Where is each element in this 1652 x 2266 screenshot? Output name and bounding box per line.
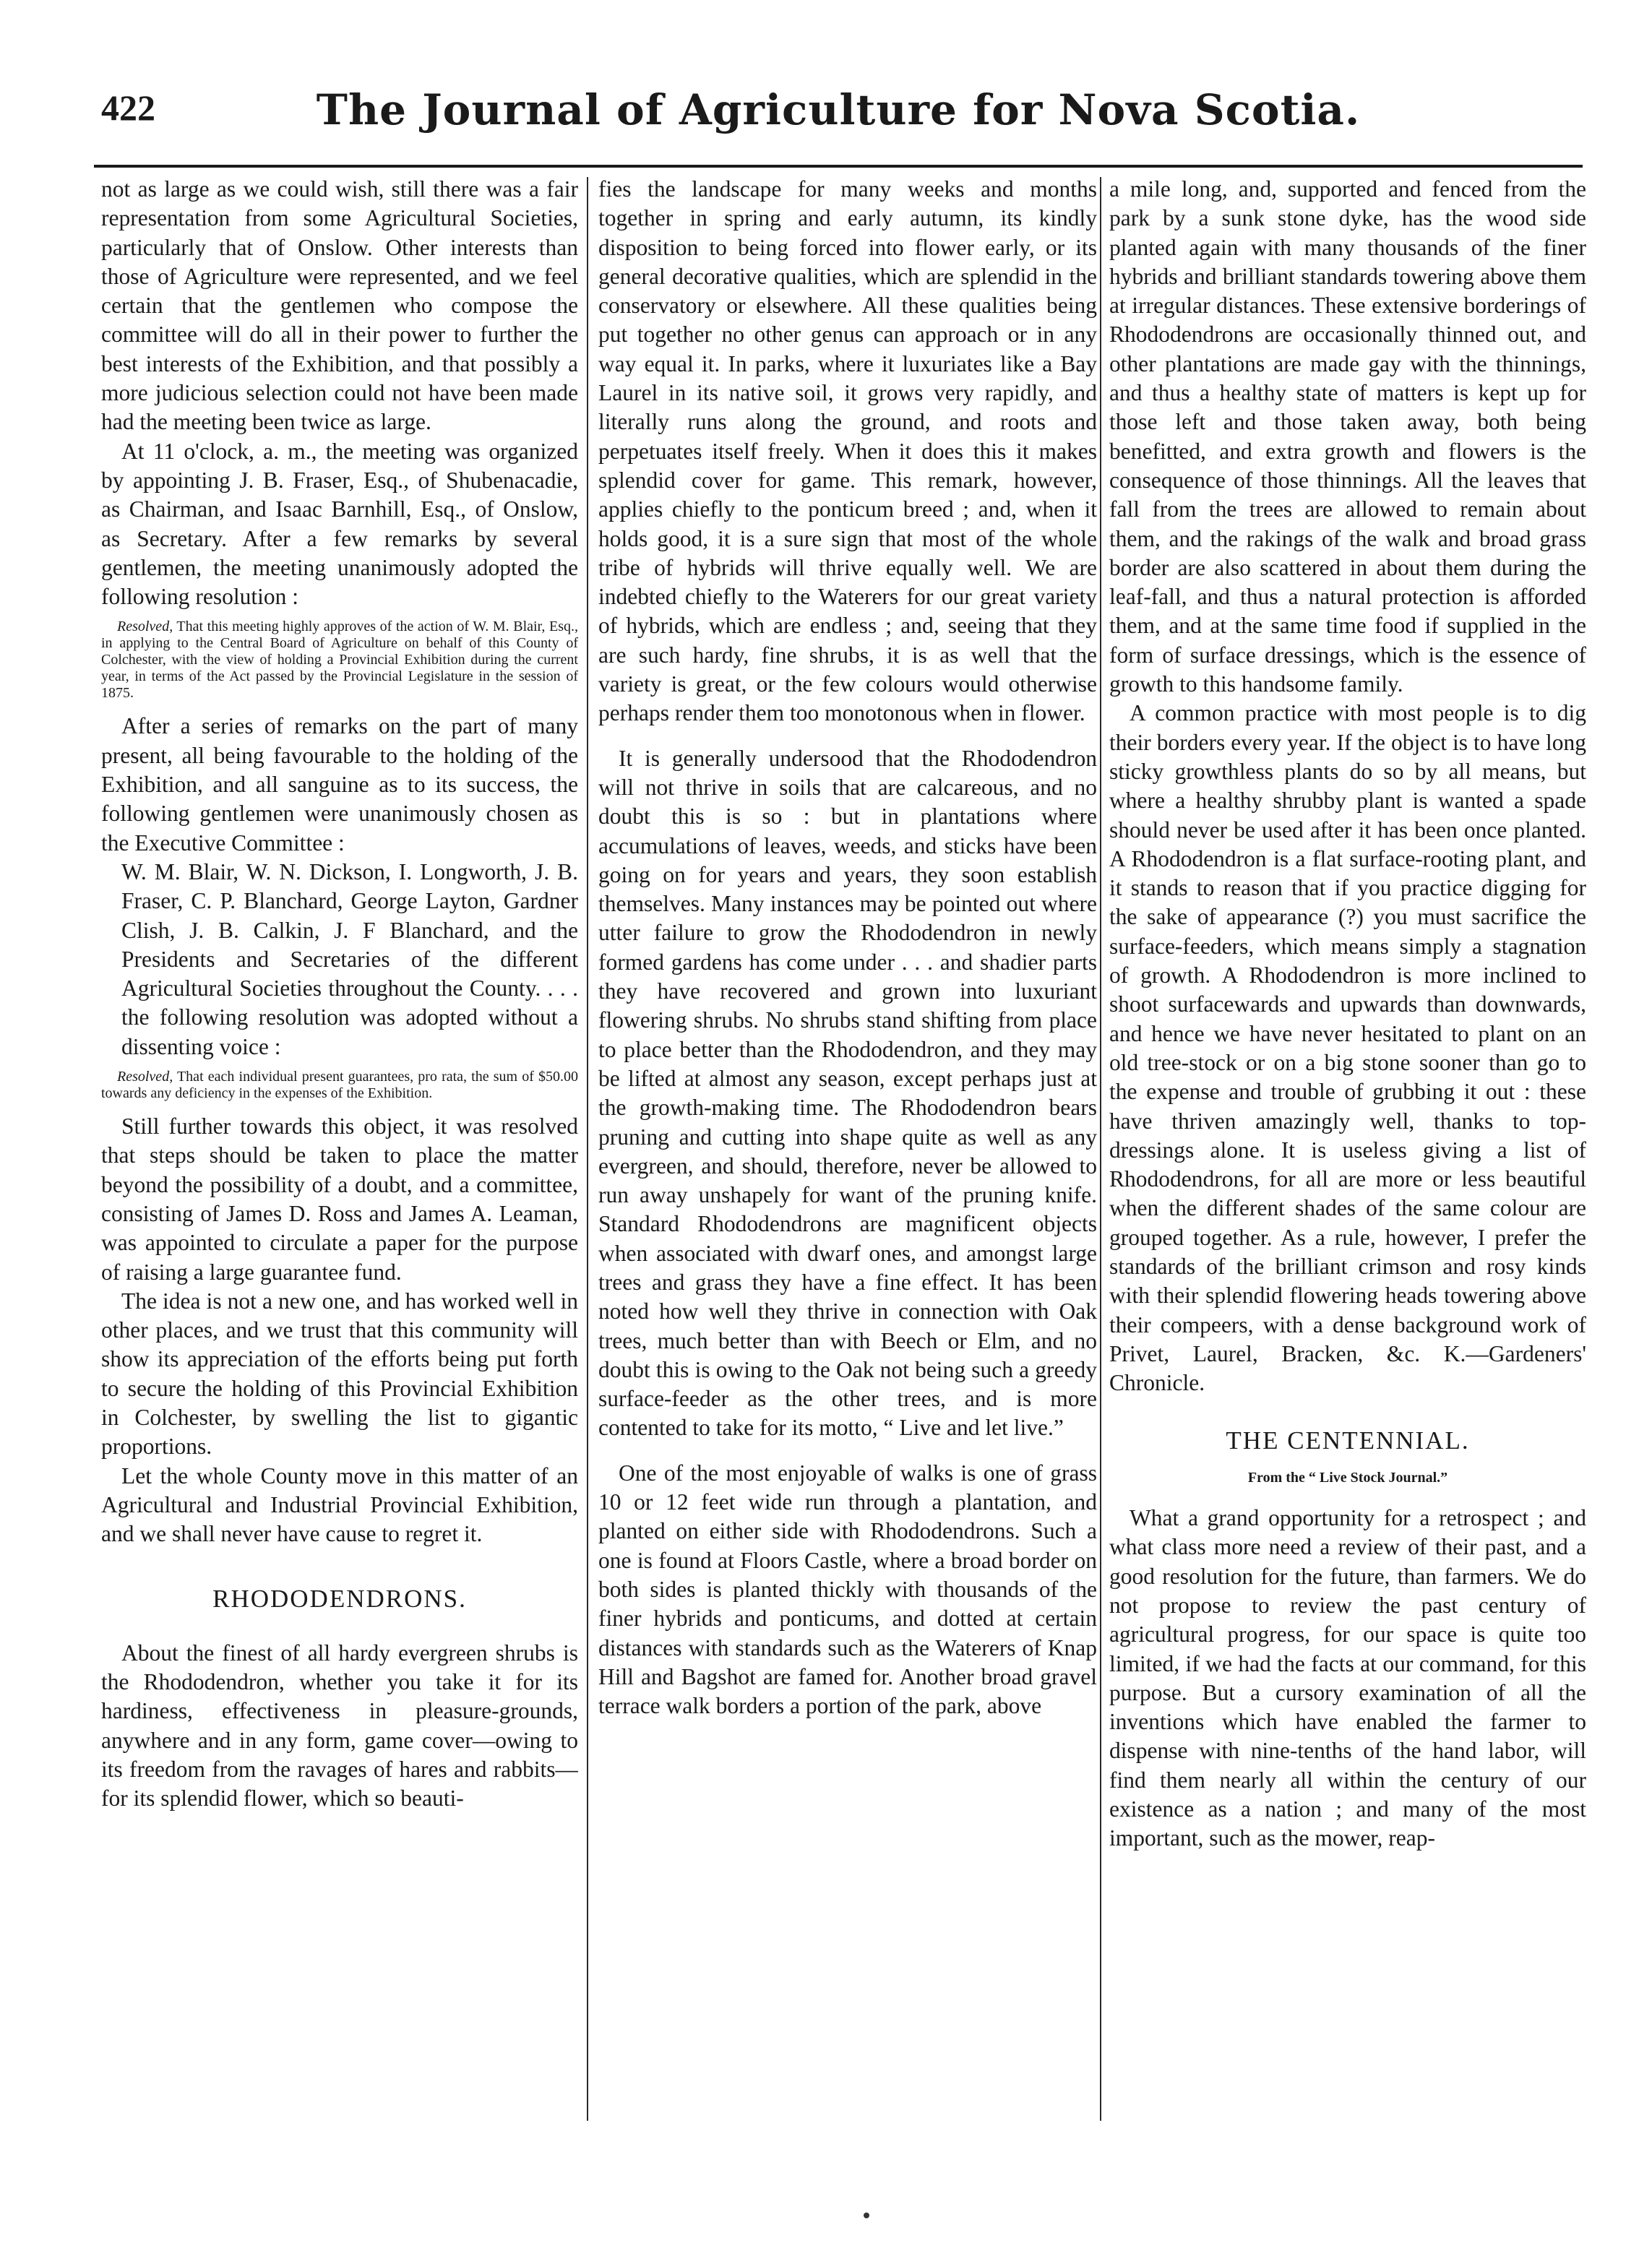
page-mark [864, 2213, 869, 2218]
header-rule [94, 165, 1583, 172]
paragraph: About the finest of all hardy evergreen shrubs is the Rhododendron, whether you take it for its hardiness, effectiveness in pleasure-grounds, anywhere and in any form, game cover—owing to its freedom from the ravages of hares and rabbits—for its splendid flower, which so beauti- [101, 1640, 578, 1811]
column-divider [1100, 177, 1101, 2121]
resolution-label: Resolved, [117, 1069, 173, 1085]
paragraph: What a grand opportunity for a retrospect ; and what class more need a review of their past, and a good resolution for the future, than farmers. We do not propose to review the past century of agricultural progress, for our space is quite too limited, if we had the facts at our command, for this purpose. But a cursory examination of all the inventions which have enabled the farmer to dispense with nine-tenths of the hand labor, will find them nearly all within the century of our existence as a nation ; and many of the most important, such as the mower, reap- [1109, 1505, 1586, 1851]
paragraph: The idea is not a new one, and has worked well in other places, and we trust that this community will show its appreciation of the efforts being put forth to secure the holding of this Provincial Exhibition in Colchester, by swelling the list to gigantic proportions. [101, 1288, 578, 1460]
column-right [1109, 175, 1586, 2140]
page-header [94, 72, 1583, 152]
paragraph: a mile long, and, supported and fenced from the park by a sunk stone dyke, has the wood side planted again with many thousands of the finer hybrids and brilliant standards towering above them at irregular distances. These extensive borderings of Rhododendrons are occasionally thinned out, and other plantations are made gay with the thinnings, and thus a healthy state of matters is kept up for those left and those taken away, both being benefitted, and extra growth and flowers is the consequence of those thinnings. All the leaves that fall from the trees are allowed to remain about them, and the rakings of the walk and broad grass border are also scattered in about them during the leaf-fall, and thus a natural protection is afforded them, and at the same time food if supplied in the form of surface dressings, which is the essence of growth to this handsome family. [1109, 176, 1586, 697]
paragraph: It is generally undersood that the Rhododendron will not thrive in soils that are calcareous, and no doubt this is so : but in plantations where accumulations of leaves, weeds, and sticks have been going on for years and years, they soon establish themselves. Many instances may be pointed out where utter failure to grow the Rhododendron in newly formed gardens has come under . . . and shadier parts they have recovered and grown into luxuriant flowering shrubs. No shrubs stand shifting from place to place better than the Rhododendron, and they may be lifted at almost any season, except perhaps just at the growth-making time. The Rhododendron bears pruning and cutting into shape quite as well as any evergreen, and should, therefore, never be allowed to run away unshapely for want of the pruning knife. Standard Rhododendrons are magnificent objects when associated with dwarf ones, and amongst large trees and grass they have a fine effect. It has been noted how well they thrive in connection with Oak trees, much better than with Beech or Elm, and no doubt this is owing to the Oak not being such a greedy surface-feeder as the other trees, and is more contented to take for its motto, “ Live and let live.” [598, 745, 1097, 1441]
column-middle [598, 175, 1097, 2140]
resolution-label: Resolved, [117, 619, 173, 635]
paragraph: not as large as we could wish, still there was a fair representation from some Agricultural Societies, particularly that of Onslow. Other interests than those of Agriculture were represented, and we feel certain that the gentlemen who compose the committee will do all in their power to further the best interests of the Exhibition, and that possibly a more judicious selection could not have been made had the meeting been twice as large. [101, 176, 578, 435]
paragraph-gap [598, 1443, 1097, 1459]
journal-title: The Journal of Agriculture for Nova Scotia. [316, 85, 1361, 134]
paragraph: Let the whole County move in this matter of an Agricultural and Industrial Provincial Exhibition, and we shall never have cause to regret it. [101, 1462, 578, 1547]
paragraph-gap [598, 728, 1097, 744]
paragraph: Still further towards this object, it was resolved that steps should be taken to place the matter beyond the possibility of a doubt, and a committee, consisting of James D. Ross and James A. Leaman, was appointed to circulate a paper for the purpose of raising a large guarantee fund. [101, 1113, 578, 1285]
page-number: 422 [101, 87, 155, 128]
section-heading-rhododendrons: RHODODENDRONS. [212, 1585, 467, 1614]
paragraph: A common practice with most people is to dig their borders every year. If the object is to have long sticky growthless plants do so by all means, but where a healthy shrubby plant is wanted a spade should never be used after it has been once planted. A Rhododendron is a flat surface-rooting plant, and it stands to reason that if you practice digging for the sake of appearance (?) you must sacrifice the surface-feeders, which means simply a stagnation of growth. A Rhododendron is more inclined to shoot surfacewards and upwards than downwards, and hence we have never hesitated to plant on an old tree-stock or on a big stone sooner than go to the expense and trouble of grubbing it out : these have thriven amazingly well, thanks to top-dressings alone. It is useless giving a list of Rhododendrons, for all are more or less beautiful when the different shades of the same colour are grouped together. As a rule, however, I prefer the standards of the brilliant crimson and rosy kinds with their splendid flowering heads towering above their compeers, with a dense background work of Privet, Laurel, Bracken, &c. K.—Gardeners' Chronicle. [1109, 700, 1586, 1396]
resolution-note [101, 1069, 578, 1102]
section-heading-centennial: THE CENTENNIAL. [1226, 1426, 1470, 1455]
paragraph: fies the landscape for many weeks and months together in spring and early autumn, its kindly disposition to being forced into flower early, or its general decorative qualities, which are splendid in the conservatory or elsewhere. All these qualities being put together no other genus can approach or in any way equal it. In parks, where it luxuriates like a Bay Laurel in its native soil, it grows very rapidly, and literally runs along the ground, and roots and perpetuates itself freely. When it does this it makes splendid cover for game. This remark, however, applies chiefly to the ponticum breed ; and, when it holds good, it is a sure sign that most of the whole tribe of hybrids will thrive equally well. We are indebted chiefly to the Waterers for our great variety of hybrids, which are endless ; and, seeing that they are such hardy, fine shrubs, it is as well that the variety is great, or the few colours would otherwise perhaps render them too monotonous when in flower. [598, 176, 1097, 726]
paragraph: One of the most enjoyable of walks is one of grass 10 or 12 feet wide run through a plantation, and planted on either side with Rhododendrons. Such a one is found at Floors Castle, where a broad border on both sides is planted thickly with thousands of the finer hybrids and ponticums, and dotted at certain distances with standards such as the Waterers of Knap Hill and Bagshot are famed for. Another broad gravel terrace walk borders a portion of the park, above [598, 1460, 1097, 1719]
paragraph: After a series of remarks on the part of many present, all being favourable to the holding of the Exhibition, and all sanguine as to its success, the following gentlemen were unanimously chosen as the Executive Committee : [101, 713, 578, 856]
resolution-note [101, 619, 578, 702]
source-line: From the “ Live Stock Journal.” [1247, 1469, 1448, 1486]
column-divider [587, 177, 588, 2121]
resolution-text: That this meeting highly approves of the action of W. M. Blair, Esq., in applying to the Central Board of Agriculture on behalf of this County of Colchester, with the view of holding a Provincial Exhibition during the current year, in terms of the Act passed by the Provincial Legislature in the session of 1875. [101, 619, 578, 702]
column-left [101, 175, 578, 2140]
committee-names: W. M. Blair, W. N. Dickson, I. Longworth, J. B. Fraser, C. P. Blanchard, George Layton, Gardner Clish, J. B. Calkin, J. F Blanchard, and the Presidents and Secretaries of the different Agricultural Societies throughout the County. . . . the following resolution was adopted without a dissenting voice : [121, 858, 578, 1059]
resolution-text: That each individual present guarantees, pro rata, the sum of $50.00 towards any deficiency in the expenses of the Exhibition. [101, 1069, 578, 1102]
paragraph: At 11 o'clock, a. m., the meeting was organized by appointing J. B. Fraser, Esq., of Shubenacadie, as Chairman, and Isaac Barnhill, Esq., of Onslow, as Secretary. After a few remarks by several gentlemen, the meeting unanimously adopted the following resolution : [101, 438, 578, 610]
